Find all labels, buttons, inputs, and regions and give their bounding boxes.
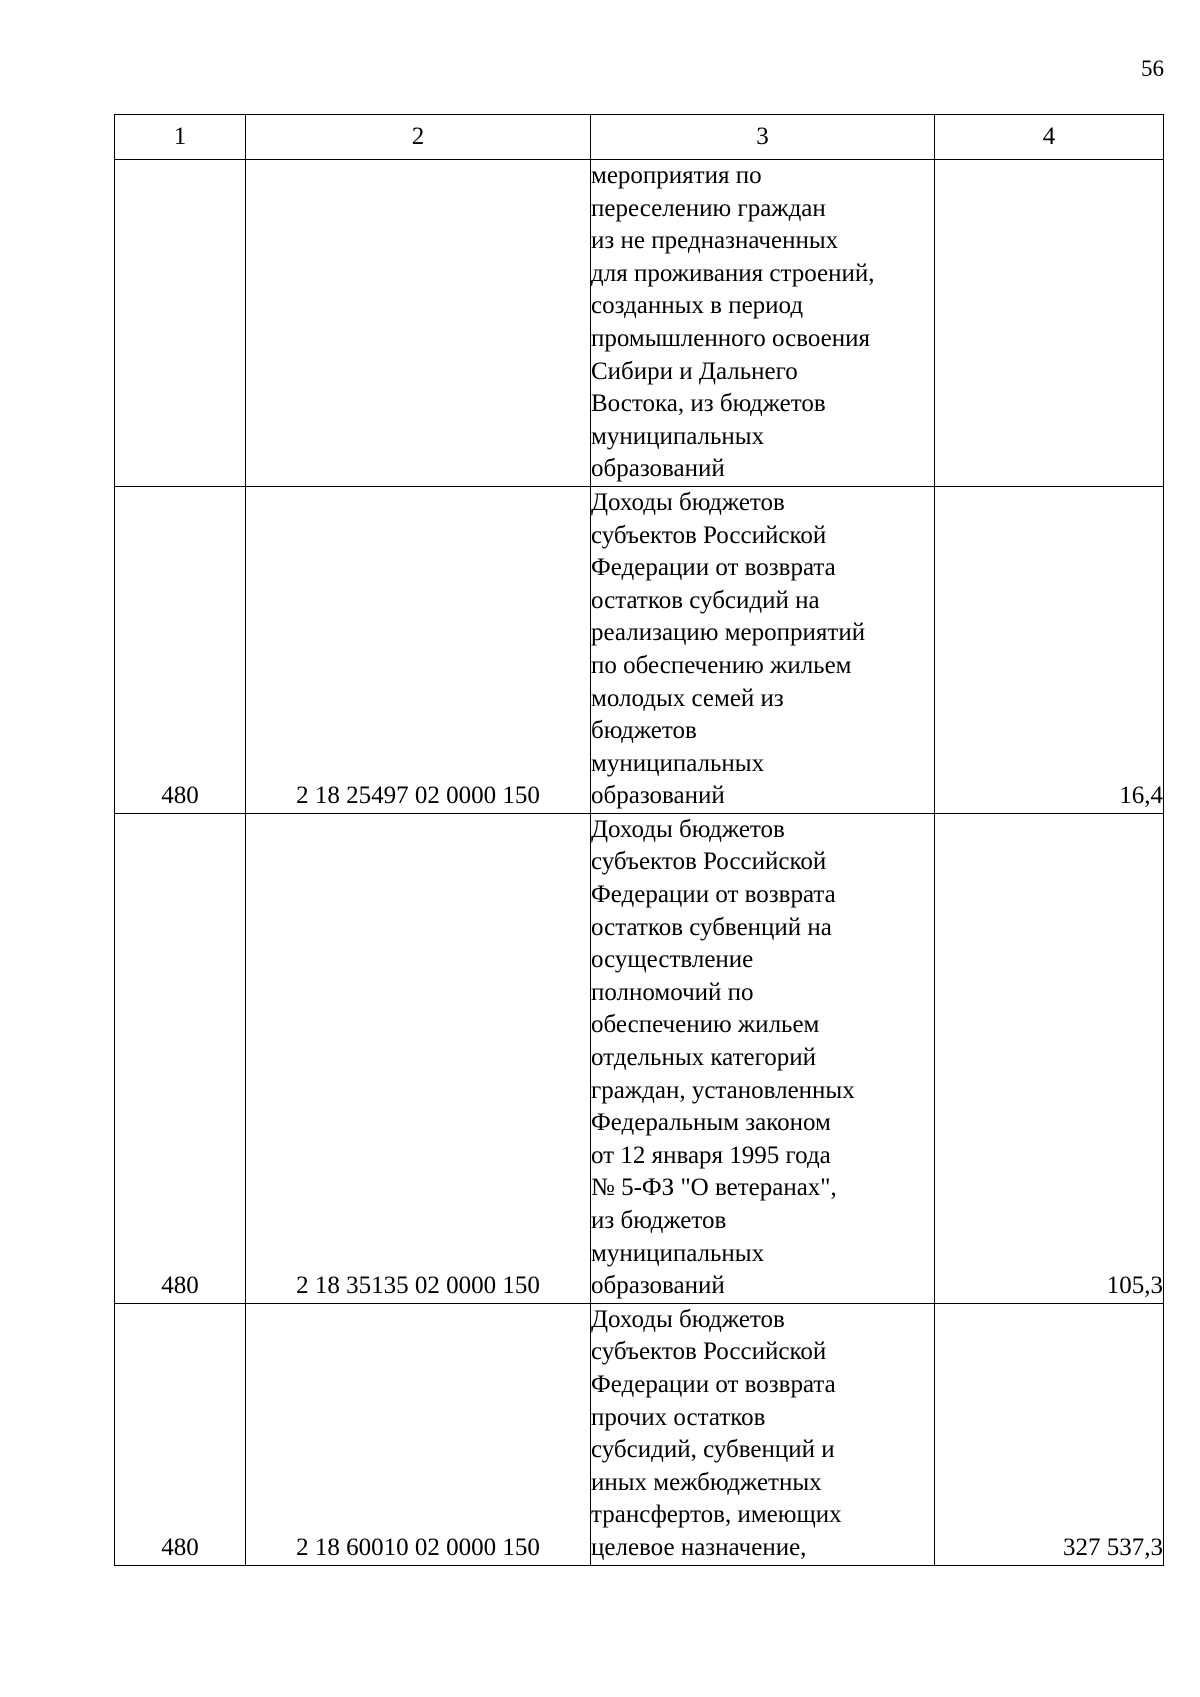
classification-code-cell	[246, 160, 591, 487]
classification-code-cell: 2 18 35135 02 0000 150	[246, 813, 591, 1303]
column-header-1: 1	[115, 115, 246, 160]
admin-code-cell	[115, 160, 246, 487]
column-header-3: 3	[591, 115, 935, 160]
amount-cell: 327 537,3	[935, 1303, 1164, 1565]
table-row	[115, 160, 1164, 487]
admin-code-cell: 480	[115, 1303, 246, 1565]
table-body	[115, 160, 1164, 1566]
table-row	[115, 1303, 1164, 1565]
admin-code-cell: 480	[115, 813, 246, 1303]
classification-code-cell: 2 18 25497 02 0000 150	[246, 486, 591, 813]
column-header-4: 4	[935, 115, 1164, 160]
description-cell: мероприятия по переселению граждан из не предназначенных для проживания строений, созданных в период промышленного освоения Сибири и Дальнего Востока, из бюджетов муниципальных образований	[591, 160, 935, 487]
table-header	[115, 115, 1164, 160]
classification-code-cell: 2 18 60010 02 0000 150	[246, 1303, 591, 1565]
admin-code-cell: 480	[115, 486, 246, 813]
amount-cell: 16,4	[935, 486, 1164, 813]
budget-revenue-table	[114, 114, 1164, 1566]
description-cell: Доходы бюджетов субъектов Российской Федерации от возврата остатков субвенций на осуществление полномочий по обеспечению жильем отдельных категорий граждан, установленных Федеральным законом от 12 января 1995 года № 5-ФЗ "О ветеранах", из бюджетов муниципальных образований	[591, 813, 935, 1303]
table-row	[115, 486, 1164, 813]
header-row	[115, 115, 1164, 160]
description-cell: Доходы бюджетов субъектов Российской Федерации от возврата остатков субсидий на реализацию мероприятий по обеспечению жильем молодых семей из бюджетов муниципальных образований	[591, 486, 935, 813]
amount-cell	[935, 160, 1164, 487]
table-row	[115, 813, 1164, 1303]
amount-cell: 105,3	[935, 813, 1164, 1303]
page-number: 56	[1141, 56, 1164, 81]
column-header-2: 2	[246, 115, 591, 160]
description-cell: Доходы бюджетов субъектов Российской Федерации от возврата прочих остатков субсидий, субвенций и иных межбюджетных трансфертов, имеющих целевое назначение,	[591, 1303, 935, 1565]
